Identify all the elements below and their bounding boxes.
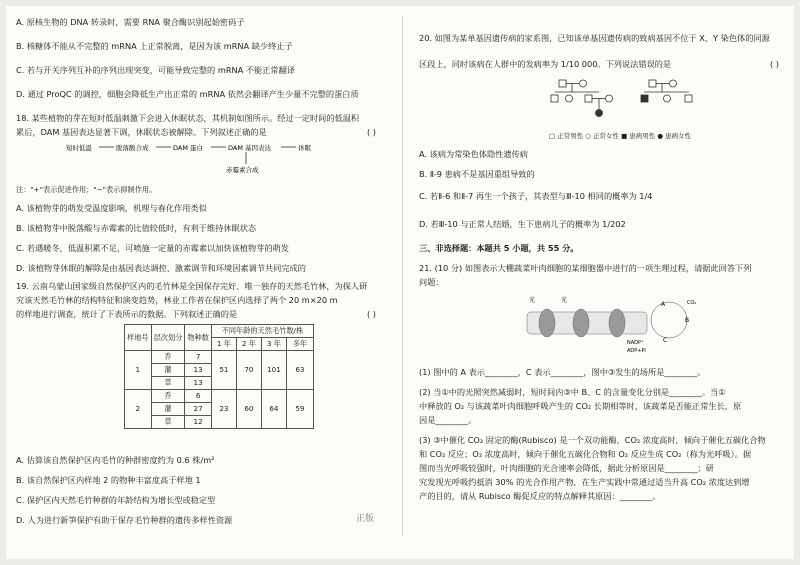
- table-row: [125, 351, 314, 364]
- pedigree-female: [670, 80, 677, 87]
- flow-node: DAM 蛋白: [173, 144, 204, 152]
- q20-option-d: D. 若Ⅲ-10 与正常人结婚，生下患病儿子的概率为 1/202: [419, 219, 626, 229]
- table-cell: 灌: [151, 403, 185, 416]
- q19-option-a: A. 估算该自然保护区内毛竹的种群密度约为 0.6 株/m²: [16, 455, 215, 465]
- q21-stem: 21. (10 分) 如图表示大棚蔬菜叶肉细胞的某细胞器中进行的一项生理过程，请据此回答下列: [419, 263, 752, 273]
- table-cell: 12: [185, 416, 212, 429]
- page-divider: [402, 16, 403, 536]
- table-cell: 13: [185, 364, 212, 377]
- pedigree-female: [580, 80, 587, 87]
- table-cell: 51: [211, 351, 236, 390]
- table-header: 2 年: [236, 338, 261, 351]
- diagram-label-a: A: [661, 301, 666, 308]
- diagram-label-c: C: [663, 337, 668, 344]
- section-heading: 三、非选择题：本题共 5 小题，共 55 分。: [419, 243, 579, 253]
- pedigree-male: [559, 80, 566, 87]
- answer-paren: ( ): [367, 309, 376, 319]
- table-cell: 乔: [151, 351, 185, 364]
- diagram-label-light: 光: [529, 297, 536, 304]
- diagram-label-light: 光: [561, 297, 568, 304]
- answer-paren: ( ): [770, 59, 779, 69]
- flow-node: 赤霉素合成: [226, 166, 259, 174]
- q19-stem: 的样地进行调查，统计了下表所示的数据。下列叙述正确的是: [16, 309, 238, 319]
- answer-paren: ( ): [367, 127, 376, 137]
- table-cell: 63: [286, 351, 313, 390]
- q21-sub: (3) ③中催化 CO₂ 固定的酶(Rubisco) 是一个双功能酶，CO₂ 浓度高时，倾向于催化五碳化合物: [419, 435, 766, 445]
- q21-sub: (1) 图中的 A 表示________，C 表示________，图中③发生的场所是________。: [419, 367, 706, 377]
- table-header: 层次划分: [151, 325, 185, 351]
- q21-sub: 中释放的 O₂ 与该蔬菜叶肉细胞呼吸产生的 CO₂ 长期相等时，该蔬菜是否能正常生长，原: [419, 401, 742, 411]
- q20-option-a: A. 该病为常染色体隐性遗传病: [419, 149, 528, 159]
- q21-sub: 因是________。: [419, 415, 477, 425]
- table-row: [125, 390, 314, 403]
- watermark-stamp: 正版: [356, 514, 375, 524]
- pedigree-affected-female: [596, 110, 603, 117]
- table-header: 样地号: [125, 325, 152, 351]
- table-cell: 64: [261, 390, 286, 429]
- pedigree-female: [606, 95, 613, 102]
- q18-option-a: A. 该植物芽的萌发受温度影响，机理与春化作用类似: [16, 203, 207, 213]
- diagram-label-adp: ADP+Pi: [627, 348, 646, 354]
- table-cell: 灌: [151, 364, 185, 377]
- q18-note: 注："+"表示促进作用；"−"表示抑制作用。: [16, 185, 157, 194]
- flow-node: 脱落酸合成: [116, 144, 149, 152]
- option-line: D. 通过 ProQC 的调控，细胞会降低生产出正常的 mRNA 依然会翻译产生少量不完整的蛋白质: [16, 89, 359, 99]
- q20-stem: 20. 如图为某单基因遗传病的家系图，已知该单基因遗传病的致病基因不位于 X、Y 染色体的同源: [419, 33, 770, 43]
- pedigree-affected-male: [641, 95, 648, 102]
- table-cell: 23: [211, 390, 236, 429]
- pedigree-chart: [549, 76, 739, 128]
- table-cell: 乔: [151, 390, 185, 403]
- pedigree-male: [685, 95, 692, 102]
- q20-option-c: C. 若Ⅱ-6 和Ⅱ-7 再生一个孩子，其表型与Ⅲ-10 相同的概率为 1/4: [419, 191, 653, 201]
- flow-node: DAM 基因表达: [228, 144, 272, 152]
- chloroplast-diagram: [509, 292, 709, 362]
- table-header: 3 年: [261, 338, 286, 351]
- table-cell: 59: [286, 390, 313, 429]
- q21-sub: 和 CO₂ 反应；O₂ 浓度高时，倾向于催化五碳化合物和 O₂ 反应生成 CO₂（称为光呼吸）。据: [419, 449, 752, 459]
- option-line: B. 核糖体不能从不完整的 mRNA 上正常脱离，是因为该 mRNA 缺少终止子: [16, 41, 293, 51]
- table-header: 1 年: [211, 338, 236, 351]
- table-cell: 60: [236, 390, 261, 429]
- q18-option-d: D. 该植物芽休眠的解除是由基因表达调控、激素调节和环境因素调节共同完成的: [16, 263, 306, 273]
- option-line: A. 原核生物的 DNA 转录时，需要 RNA 聚合酶识别起始密码子: [16, 17, 245, 27]
- pedigree-male: [551, 95, 558, 102]
- table-cell: 1: [125, 351, 152, 390]
- q20-stem: 区段上，同时该病在人群中的发病率为 1/10 000。下列说法错误的是: [419, 59, 672, 69]
- q19-option-c: C. 保护区内天然毛竹种群的年龄结构为增长型或稳定型: [16, 495, 216, 505]
- table-header: 多年: [286, 338, 313, 351]
- pedigree-legend: □ 正常男性 ○ 正常女性 ■ 患病男性 ● 患病女性: [549, 132, 692, 140]
- q21-sub: 图而当光呼吸较强时，叶肉细胞的光合速率会降低，据此分析原因是________；研: [419, 463, 714, 473]
- table-cell: 草: [151, 377, 185, 390]
- dormancy-flow-diagram: [66, 140, 366, 176]
- q21-sub: 究发现光呼吸约抵消 30% 的光合作用产物，在生产实践中常通过适当升高 CO₂ 浓度达到增: [419, 477, 750, 487]
- q18-stem: 累后，DAM 基因表达显著下调，休眠状态被解除。下列叙述正确的是: [16, 127, 267, 137]
- exam-sheet: [6, 6, 794, 559]
- q19-option-b: B. 该自然保护区内样地 2 的物种丰富度高于样地 1: [16, 475, 201, 485]
- q20-option-b: B. Ⅱ-9 患病不是基因重组导致的: [419, 169, 535, 179]
- table-header: 不同年龄的天然毛竹数/株: [211, 325, 313, 338]
- flow-node: 休眠: [298, 144, 311, 152]
- q21-stem: 问题：: [419, 277, 444, 287]
- q19-stem: 19. 云南乌蒙山国家级自然保护区内的毛竹林是全国保存完好、唯一独存的天然毛竹林，为探人研: [16, 281, 368, 291]
- table-cell: 7: [185, 351, 212, 364]
- q18-option-b: B. 该植物芽中脱落酸与赤霉素的比值较低时，有利于维持休眠状态: [16, 223, 257, 233]
- diagram-label-b: B: [685, 317, 690, 324]
- pedigree-male: [585, 95, 592, 102]
- q18-option-c: C. 若遇暖冬，低温积累不足，可喷施一定量的赤霉素以加快该植物芽的萌发: [16, 243, 289, 253]
- table-cell: 6: [185, 390, 212, 403]
- table-header: 物种数: [185, 325, 212, 351]
- q19-stem: 究该天然毛竹林的结构特征和演变趋势，林业工作者在保护区内选择了两个 20 m×20 m: [16, 295, 338, 305]
- option-line: C. 若与开关序列互补的序列出现突变，可能导致完整的 mRNA 不能正常翻译: [16, 65, 295, 75]
- bamboo-survey-table: [124, 324, 314, 429]
- diagram-label-co2: CO₂: [687, 300, 697, 306]
- table-cell: 13: [185, 377, 212, 390]
- table-cell: 101: [261, 351, 286, 390]
- pedigree-female: [566, 95, 573, 102]
- table-cell: 27: [185, 403, 212, 416]
- q19-option-d: D. 人为进行新笋保护有助于保存毛竹种群的遗传多样性资源: [16, 515, 233, 525]
- flow-node: 短时低温: [66, 144, 92, 152]
- diagram-label-nadp: NADP⁺: [627, 340, 644, 346]
- q21-sub: (2) 当①中的光照突然减弱时，短时间内③中 B、C 的含量变化分别是________。当①: [419, 387, 726, 397]
- table-cell: 2: [125, 390, 152, 429]
- q18-stem: 18. 某些植物的芽在短时低温刺激下会进入休眠状态，其机制如图所示。经过一定时间的低温积: [16, 113, 360, 123]
- pedigree-male: [649, 80, 656, 87]
- q21-sub: 产的目的，请从 Rubisco 酶促反应的特点解释其原因：________。: [419, 491, 661, 501]
- table-cell: 草: [151, 416, 185, 429]
- pedigree-female: [664, 95, 671, 102]
- table-cell: 70: [236, 351, 261, 390]
